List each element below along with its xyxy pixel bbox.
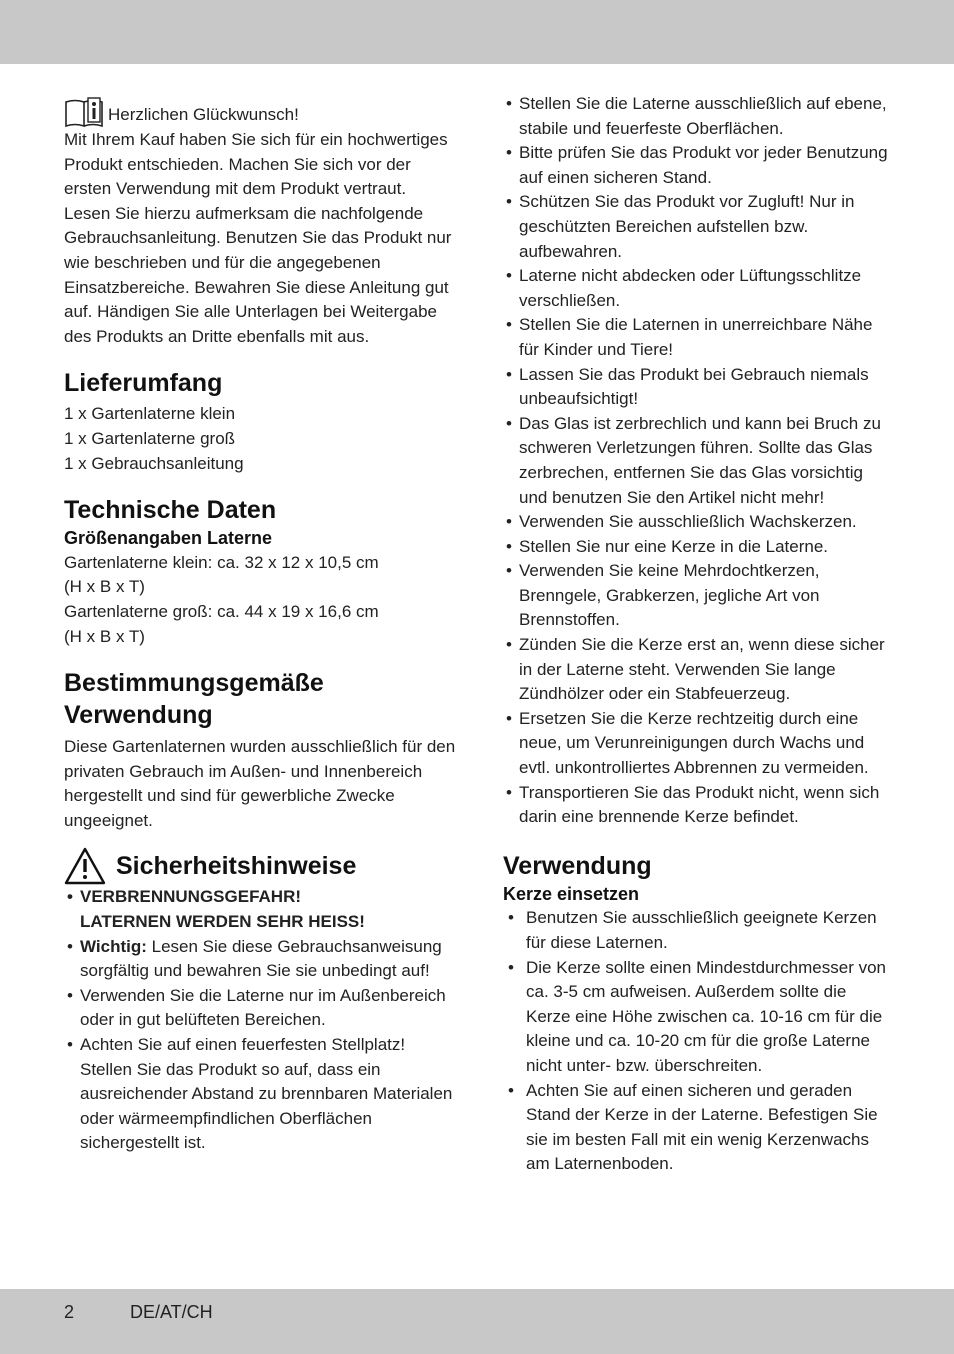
list-item: • Bitte prüfen Sie das Produkt vor jeder Benutzung auf einen sicheren Stand.: [506, 143, 888, 187]
intro-heading: [64, 96, 456, 128]
info-book-icon: [64, 96, 104, 128]
list-item: • Wichtig: Lesen Sie diese Gebrauchsanweisung sorgfältig und bewahren Sie sie unbedingt auf!: [67, 936, 442, 981]
list-item-text: Zünden Sie die Kerze erst an, wenn diese sicher in der Laterne steht. Verwenden Sie lange Zündhölzer oder ein Stabfeuerzeug.: [519, 635, 885, 704]
sicherheit-heading: [64, 847, 456, 885]
language-label: DE/AT/CH: [130, 1302, 213, 1322]
intro-text: Mit Ihrem Kauf haben Sie sich für ein hochwertiges Produkt entschieden. Machen Sie sich vor der ersten Verwendung mit dem Produkt vertraut. Lesen Sie hierzu aufmerksam die nachfolgende Gebrauchsanleitung. Benutzen Sie das Produkt nur wie beschrieben und für die angegebenen Einsatzbereiche. Bewahren Sie diese Anleitung gut auf. Händigen Sie alle Unterlagen bei Weitergabe des Produkts an Dritte ebenfalls mit aus.: [64, 130, 452, 346]
right-column: [503, 92, 895, 1177]
important-label: Wichtig:: [80, 936, 147, 956]
list-item: • Das Glas ist zerbrechlich und kann bei Bruch zu schweren Verletzungen führen. Sollte das Glas zerbrechen, entfernen Sie das Glas vorsichtig und benutzen Sie den Artikel nicht mehr!: [506, 413, 881, 507]
lieferumfang-title: Lieferumfang: [64, 369, 223, 398]
warning-line2: LATERNEN WERDEN SEHR HEISS!: [80, 912, 365, 932]
list-item: • Stellen Sie die Laterne ausschließlich auf ebene, stabile und feuerfeste Oberflächen.: [506, 94, 887, 138]
list-item: • Laterne nicht abdecken oder Lüftungsschlitze verschließen.: [506, 266, 862, 310]
technische-daten-subtitle: Größenangaben Laterne: [64, 528, 273, 549]
list-item-text: Stellen Sie die Laterne ausschließlich auf ebene, stabile und feuerfeste Oberflächen.: [519, 94, 887, 138]
list-item: • Stellen Sie nur eine Kerze in die Laterne.: [506, 536, 829, 556]
list-item: 1 x Gartenlaterne klein: [64, 404, 236, 424]
list-item: • Schützen Sie das Produkt vor Zugluft! Nur in geschützten Bereichen aufstellen bzw. aufbewahren.: [506, 192, 855, 261]
list-item: • Lassen Sie das Produkt bei Gebrauch niemals unbeaufsichtigt!: [506, 364, 869, 409]
spec-line: Gartenlaterne groß: ca. 44 x 19 x 16,6 cm: [64, 601, 379, 621]
safety-list: [64, 885, 456, 1156]
list-item-text: Verwenden Sie die Laterne nur im Außenbereich oder in gut belüfteten Bereichen.: [80, 985, 446, 1030]
sicherheit-title: Sicherheitshinweise: [116, 852, 357, 881]
list-item: • Transportieren Sie das Produkt nicht, wenn sich darin eine brennende Kerze befindet.: [506, 782, 880, 827]
list-item: • Benutzen Sie ausschließlich geeignete Kerzen für diese Laternen.: [508, 908, 877, 952]
list-item: • Achten Sie auf einen feuerfesten Stellplatz! Stellen Sie das Produkt so auf, dass ein ausreichender Abstand zu brennbaren Materialen oder wärmeempfindlichen Oberflächen sichergestellt ist.: [67, 1035, 453, 1153]
list-item-text: Stellen Sie die Laternen in unerreichbare Nähe für Kinder und Tiere!: [519, 315, 873, 359]
warning-line1: VERBRENNUNGSGEFAHR!: [80, 887, 302, 907]
list-item: • VERBRENNUNGSGEFAHR! LATERNEN WERDEN SEHR HEISS!: [67, 887, 365, 932]
list-item: • Verwenden Sie die Laterne nur im Außenbereich oder in gut belüfteten Bereichen.: [67, 985, 446, 1030]
verwendung-subtitle: Kerze einsetzen: [503, 883, 640, 904]
list-item: 1 x Gartenlaterne groß: [64, 428, 236, 448]
left-column: [64, 92, 456, 1156]
intro-greeting: Herzlichen Glückwunsch!: [108, 105, 299, 125]
list-item-text: Lassen Sie das Produkt bei Gebrauch niemals unbeaufsichtigt!: [519, 364, 869, 409]
bestimmung-title-line1: Bestimmungsgemäße: [64, 669, 324, 698]
verwendung-title: Verwendung: [503, 851, 652, 880]
list-item: • Verwenden Sie keine Mehrdochtkerzen, Brenngele, Grabkerzen, jegliche Art von Brennstoffen.: [506, 561, 820, 630]
list-item-text: Das Glas ist zerbrechlich und kann bei Bruch zu schweren Verletzungen führen. Sollte das Glas zerbrechen, entfernen Sie das Glas vorsichtig und benutzen Sie den Artikel nicht mehr!: [519, 413, 881, 507]
list-item: • Achten Sie auf einen sicheren und geraden Stand der Kerze in der Laterne. Befestigen Sie sie im besten Fall mit ein wenig Kerzenwachs am Laternenboden.: [508, 1080, 878, 1174]
header-bar: [0, 0, 954, 64]
bestimmung-title-line2: Verwendung: [64, 701, 213, 730]
list-item-text: Stellen Sie nur eine Kerze in die Laterne.: [519, 536, 829, 556]
bestimmung-text: Diese Gartenlaternen wurden ausschließlich für den privaten Gebrauch im Außen- und Innenbereich hergestellt und sind für gewerbliche Zwecke ungeeignet.: [64, 737, 456, 830]
list-item-text: Bitte prüfen Sie das Produkt vor jeder Benutzung auf einen sicheren Stand.: [519, 143, 888, 187]
list-item: • Die Kerze sollte einen Mindestdurchmesser von ca. 3-5 cm aufweisen. Außerdem sollte die Kerze eine Höhe zwischen ca. 10-16 cm für die kleine und ca. 10-20 cm für die große Laterne nicht unter- bzw. überschreiten.: [508, 957, 887, 1075]
important-text: Lesen Sie diese Gebrauchsanweisung sorgfältig und bewahren Sie sie unbedingt auf!: [80, 936, 442, 981]
lieferumfang-list: [64, 402, 456, 476]
spec-line: (H x B x T): [64, 577, 145, 597]
list-item-text: Transportieren Sie das Produkt nicht, wenn sich darin eine brennende Kerze befindet.: [519, 782, 880, 827]
bestimmung-title: [64, 667, 456, 731]
technische-daten-title: Technische Daten: [64, 496, 277, 525]
list-item-text: Laterne nicht abdecken oder Lüftungsschlitze verschließen.: [519, 266, 862, 310]
warning-triangle-icon: [64, 847, 106, 885]
list-item: • Verwenden Sie ausschließlich Wachskerzen.: [506, 512, 857, 532]
list-item-text: Achten Sie auf einen feuerfesten Stellplatz! Stellen Sie das Produkt so auf, dass ein ausreichender Abstand zu brennbaren Materialen oder wärmeempfindlichen Oberflächen sichergestellt ist.: [80, 1035, 453, 1153]
list-item-text: Achten Sie auf einen sicheren und geraden Stand der Kerze in der Laterne. Befestigen Sie sie im besten Fall mit ein wenig Kerzenwachs am Laternenboden.: [526, 1080, 878, 1174]
safety-list-continued: [503, 92, 895, 830]
list-item-text: Ersetzen Sie die Kerze rechtzeitig durch eine neue, um Verunreinigungen durch Wachs und evtl. unkontrolliertes Abbrennen zu vermeiden.: [519, 708, 869, 778]
list-item: 1 x Gebrauchsanleitung: [64, 453, 244, 473]
list-item-text: Benutzen Sie ausschließlich geeignete Kerzen für diese Laternen.: [526, 908, 877, 952]
spec-line: Gartenlaterne klein: ca. 32 x 12 x 10,5 cm: [64, 552, 379, 572]
page-number: 2: [64, 1302, 75, 1322]
list-item: • Ersetzen Sie die Kerze rechtzeitig durch eine neue, um Verunreinigungen durch Wachs und evtl. unkontrolliertes Abbrennen zu vermeiden.: [506, 708, 869, 778]
list-item: • Zünden Sie die Kerze erst an, wenn diese sicher in der Laterne steht. Verwenden Sie lange Zündhölzer oder ein Stabfeuerzeug.: [506, 635, 885, 704]
list-item-text: Die Kerze sollte einen Mindestdurchmesser von ca. 3-5 cm aufweisen. Außerdem sollte die Kerze eine Höhe zwischen ca. 10-16 cm für die kleine und ca. 10-20 cm für die große Laterne nicht unter- bzw. überschreiten.: [526, 957, 887, 1075]
list-item-text: Verwenden Sie ausschließlich Wachskerzen.: [519, 512, 857, 532]
verwendung-list: [503, 906, 895, 1177]
list-item-text: Schützen Sie das Produkt vor Zugluft! Nur in geschützten Bereichen aufstellen bzw. aufbewahren.: [519, 192, 855, 261]
list-item: • Stellen Sie die Laternen in unerreichbare Nähe für Kinder und Tiere!: [506, 315, 873, 359]
spec-line: (H x B x T): [64, 626, 145, 646]
list-item-text: Verwenden Sie keine Mehrdochtkerzen, Brenngele, Grabkerzen, jegliche Art von Brennstoffen.: [519, 561, 820, 630]
